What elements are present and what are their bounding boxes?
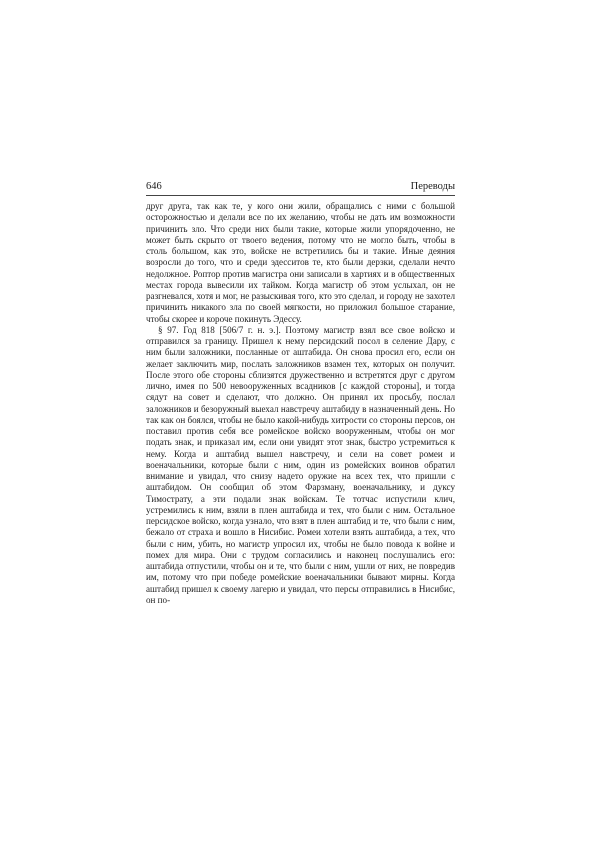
body-text: [146, 201, 455, 606]
page-number: 646: [146, 181, 162, 192]
paragraph-section-97: § 97. Год 818 [506/7 г. н. э.]. Поэтому магистр взял все свое войско и отправился за границу. Пришел к нему персидский посол в селение Дару, с ним были заложники, посланные от аштабида. Он снова просил его, если он желает заключить мир, послать заложников взамен тех, которых он получит. После этого обе стороны сблизятся дружественно и встретятся друг с другом лично, имея по 500 невооруженных всадников [с каждой стороны], и тогда сядут на совет и сделают, что должно. Он принял их просьбу, послал заложников и безоружный выехал навстречу аштабиду в назначенный день. Но так как он боялся, чтобы не было какой-нибудь хитрости со стороны персов, он поставил против себя все ромейское войско вооруженным, чтобы он мог подать знак, и приказал им, если они увидят этот знак, быстро устремиться к нему. Когда и аштабид вышел навстречу, и сели на совет ромеи и военачальники, которые были с ним, один из ромейских воинов обратил внимание и увидал, что снизу надето оружие на всех тех, что пришли с аштабидом. Он сообщил об этом Фарзману, военачальнику, и дуксу Тимострату, а эти подали знак войскам. Те тотчас испустили клич, устремились к ним, взяли в плен аштабида и тех, что были с ним. Остальное персидское войско, когда узнало, что взят в плен аштабид и те, что были с ним, бежало от страха и вошло в Нисибис. Ромеи хотели взять аштабида, а тех, что были с ним, убить, но магистр упросил их, чтобы не было повода к войне и помех для мира. Они с трудом согласились и наконец послушались его: аштабида отпустили, чтобы он и те, что были с ним, ушли от них, не повредив им, потому что при победе ромейские военачальники бывают мирны. Когда аштабид пришел к своему лагерю и увидал, что персы отправились в Нисибис, он по-: [146, 324, 455, 605]
running-title: Переводы: [410, 181, 455, 192]
paragraph-continuation: друг друга, так как те, у кого они жили, обращались с ними с большой осторожностью и делали все по их желанию, чтобы не дать им возможности причинить зло. Что среди них были такие, которые жили упорядоченно, не может быть скрыто от твоего ведения, потому что не могло быть, чтобы в столь большом, как это, войске не встретились бы и такие. Иные деяния возросли до того, что и среди эдесситов те, кто были дерзки, сделали нечто недолжное. Роптор против магистра они записали в хартиях и в общественных местах города вывесили их тайком. Когда магистр об этом услыхал, он не разгневался, хотя и мог, не разыскивая того, кто это сделал, и городу не захотел причинить никакого зла по своей мягкости, но приложил большое старание, чтобы скорее и короче покинуть Эдессу.: [146, 201, 455, 324]
header-rule: [146, 195, 455, 196]
running-header: [146, 180, 455, 193]
